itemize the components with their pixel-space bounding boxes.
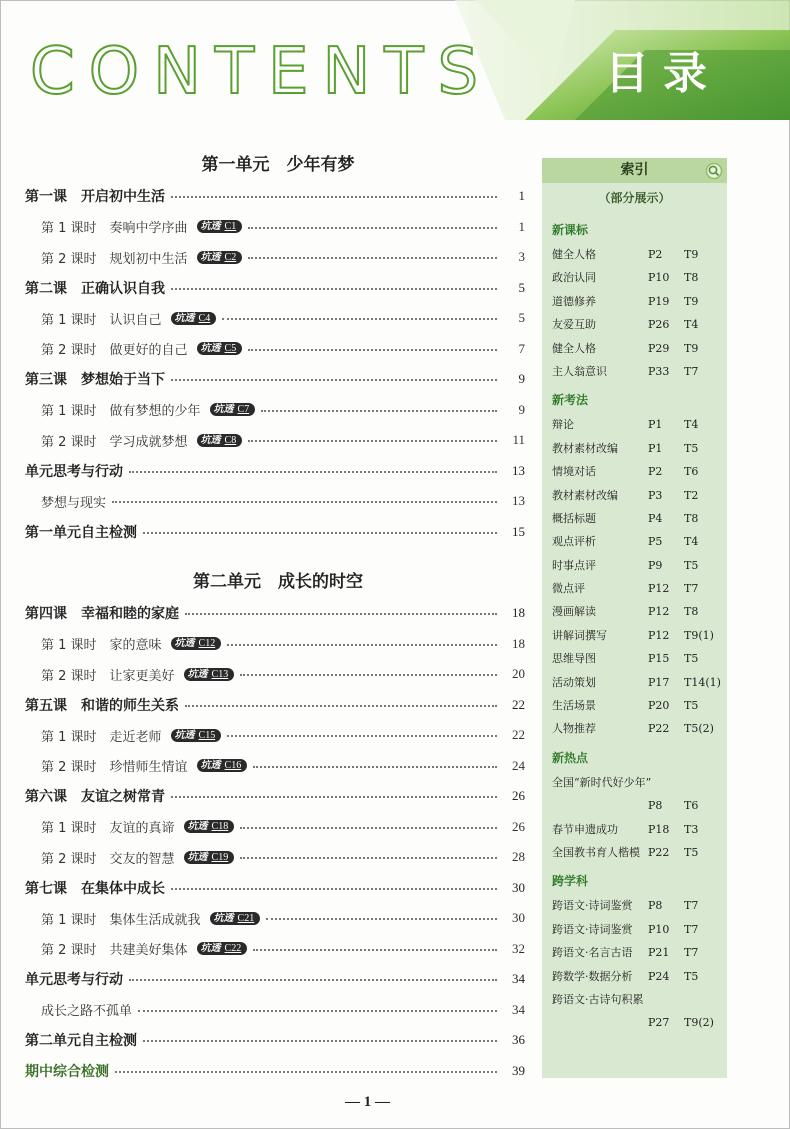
dot-leader xyxy=(143,1040,497,1042)
index-item[interactable] xyxy=(542,894,727,917)
toc-entry[interactable] xyxy=(25,334,525,365)
index-item[interactable] xyxy=(542,413,727,436)
badge-prefix: 坑透 xyxy=(200,221,221,233)
badge-code: C18 xyxy=(211,821,229,833)
index-item-name: 友爱互助 xyxy=(552,318,596,332)
index-item[interactable] xyxy=(542,717,727,740)
toc-page-number: 9 xyxy=(518,371,525,387)
badge-code: C4 xyxy=(198,312,211,324)
dot-leader xyxy=(227,644,497,646)
index-item-page: P4 xyxy=(648,511,663,525)
toc-page-number: 7 xyxy=(518,340,525,356)
index-category: 跨学科 xyxy=(552,874,589,889)
toc-page-number: 22 xyxy=(512,727,525,743)
toc-entry-label: 第 2 课时 让家更美好 xyxy=(41,668,175,684)
toc-entry[interactable] xyxy=(25,456,525,487)
toc-entry[interactable] xyxy=(25,720,525,751)
index-item[interactable] xyxy=(542,313,727,336)
toc-page-number: 20 xyxy=(512,666,525,682)
toc-page-number: 39 xyxy=(512,1062,525,1078)
index-item-name: 情境对话 xyxy=(552,465,596,479)
badge-code: C16 xyxy=(224,760,242,772)
dot-leader xyxy=(171,288,497,290)
index-item-name: 观点评析 xyxy=(552,535,596,549)
index-item-question: T5 xyxy=(684,652,699,666)
toc-entry-label: 第 1 课时 友谊的真谛 xyxy=(41,821,175,837)
index-item[interactable] xyxy=(542,530,727,553)
badge-prefix: 坑透 xyxy=(174,729,195,741)
index-item-name: 道德修养 xyxy=(552,294,596,308)
badge-prefix: 坑透 xyxy=(200,343,221,355)
dot-leader xyxy=(222,318,497,320)
toc-entry-label: 第 2 课时 共建美好集体 xyxy=(41,943,188,959)
dot-leader xyxy=(261,410,497,412)
index-item[interactable] xyxy=(542,437,727,460)
index-item[interactable] xyxy=(542,243,727,266)
code-badge xyxy=(184,851,235,864)
index-item-question: T4 xyxy=(684,535,699,549)
toc-entry-label: 第六课 友谊之树常青 xyxy=(25,789,165,806)
dot-leader xyxy=(112,501,497,503)
dot-leader xyxy=(171,888,497,890)
dot-leader xyxy=(248,257,497,259)
dot-leader xyxy=(240,827,497,829)
index-item-question: T7 xyxy=(684,582,699,596)
index-item-question: T5(2) xyxy=(684,722,714,736)
badge-code: C19 xyxy=(211,851,229,863)
index-item-question: T5 xyxy=(684,969,699,983)
dot-leader xyxy=(171,379,497,381)
dot-leader xyxy=(171,196,497,198)
index-item-question: T7 xyxy=(684,364,699,378)
index-item[interactable] xyxy=(542,600,727,623)
dot-leader xyxy=(138,1010,497,1012)
index-item-name: 人物推荐 xyxy=(552,722,596,736)
index-item-name: 跨语文·诗词鉴赏 xyxy=(552,899,633,913)
dot-leader xyxy=(115,1071,497,1073)
toc-entry-label: 第二课 正确认识自我 xyxy=(25,280,165,297)
index-item[interactable] xyxy=(542,841,727,864)
toc-page-number: 1 xyxy=(518,218,525,234)
index-item[interactable] xyxy=(542,460,727,483)
toc-entry[interactable] xyxy=(25,873,525,904)
contents-heading: CONTENTS xyxy=(30,35,493,109)
index-item-name: 微点评 xyxy=(552,582,585,596)
index-item-page: P21 xyxy=(648,946,670,960)
toc-page-number: 3 xyxy=(518,249,525,265)
index-item[interactable] xyxy=(542,1011,727,1034)
toc-page-number: 11 xyxy=(512,432,525,448)
toc-page-number: 13 xyxy=(512,493,525,509)
code-badge xyxy=(197,251,243,264)
toc-entry-label: 第 1 课时 走近老师 xyxy=(41,729,162,745)
index-item-page: P12 xyxy=(648,582,670,596)
index-item-question: T4 xyxy=(684,318,699,332)
index-item-question: T4 xyxy=(684,418,699,432)
toc-page-number: 34 xyxy=(512,1001,525,1017)
toc-page-number: 36 xyxy=(512,1032,525,1048)
badge-prefix: 坑透 xyxy=(213,404,234,416)
toc-page-number: 1 xyxy=(518,188,525,204)
code-badge xyxy=(171,637,222,650)
index-item-question: T5 xyxy=(684,845,699,859)
toc-entry-label: 第 1 课时 奏响中学序曲 xyxy=(41,221,188,237)
toc-page-number: 28 xyxy=(512,849,525,865)
index-item-name: 跨语文·古诗句积累 xyxy=(552,992,644,1006)
toc-entry[interactable] xyxy=(25,934,525,965)
index-item-page: P22 xyxy=(648,722,670,736)
toc-page-number: 26 xyxy=(512,788,525,804)
index-header xyxy=(542,158,727,183)
badge-code: C13 xyxy=(211,668,229,680)
badge-prefix: 坑透 xyxy=(187,821,208,833)
index-item[interactable] xyxy=(542,771,727,794)
index-item-page: P24 xyxy=(648,969,670,983)
index-item-page: P2 xyxy=(648,248,663,261)
index-item-question: T9 xyxy=(684,294,699,308)
index-item-question: T8 xyxy=(684,271,699,285)
index-item-question: T8 xyxy=(684,511,699,525)
index-item-name: 辩论 xyxy=(552,418,574,432)
badge-prefix: 坑透 xyxy=(213,912,234,924)
mulu-heading: 目录 xyxy=(605,48,721,99)
toc-entry-label: 梦想与现实 xyxy=(41,495,107,511)
index-item-page: P3 xyxy=(648,488,663,502)
badge-code: C22 xyxy=(224,943,242,955)
toc-page-number: 13 xyxy=(512,462,525,478)
index-item[interactable] xyxy=(542,624,727,647)
toc-entry[interactable] xyxy=(25,364,525,395)
code-badge xyxy=(210,912,261,925)
index-item[interactable] xyxy=(542,941,727,964)
index-item-page: P5 xyxy=(648,535,663,549)
index-item[interactable] xyxy=(542,484,727,507)
toc-entry-label: 第 2 课时 学习成就梦想 xyxy=(41,434,188,450)
index-item-question: T7 xyxy=(684,922,699,936)
dot-leader xyxy=(266,918,497,920)
index-item-name: 跨语文·名言古语 xyxy=(552,946,633,960)
toc-entry-label: 第 2 课时 交友的智慧 xyxy=(41,851,175,867)
index-item-page: P22 xyxy=(648,845,670,859)
dot-leader xyxy=(248,349,497,351)
index-item-question: T14(1) xyxy=(684,675,721,689)
badge-prefix: 坑透 xyxy=(187,851,208,863)
code-badge xyxy=(184,820,235,833)
index-item[interactable] xyxy=(542,360,727,383)
dot-leader xyxy=(253,766,497,768)
code-badge xyxy=(197,220,243,233)
index-item-name: 健全人格 xyxy=(552,341,596,355)
toc-entry-label: 第七课 在集体中成长 xyxy=(25,880,165,897)
index-item-name: 时事点评 xyxy=(552,558,596,572)
code-badge xyxy=(210,403,256,416)
index-item-name: 政治认同 xyxy=(552,271,596,285)
index-item-name: 概括标题 xyxy=(552,511,596,525)
badge-prefix: 坑透 xyxy=(200,251,221,263)
badge-code: C2 xyxy=(224,251,237,263)
toc-entry-label: 第五课 和谐的师生关系 xyxy=(25,697,179,714)
index-item[interactable] xyxy=(542,694,727,717)
index-item-question: T2 xyxy=(684,488,699,502)
toc-entry[interactable] xyxy=(25,629,525,660)
badge-code: C7 xyxy=(237,404,250,416)
dot-leader xyxy=(143,532,497,534)
badge-code: C12 xyxy=(198,638,216,650)
index-item[interactable] xyxy=(542,507,727,530)
index-item-question: T9 xyxy=(684,248,699,261)
dot-leader xyxy=(185,613,497,615)
toc-entry-label: 第 1 课时 认识自己 xyxy=(41,312,162,328)
toc-page-number: 9 xyxy=(518,401,525,417)
index-item[interactable] xyxy=(542,988,727,1011)
index-item-question: T9(1) xyxy=(684,628,714,642)
toc-entry[interactable] xyxy=(25,812,525,843)
table-of-contents xyxy=(25,150,525,1086)
toc-entry-label: 第 1 课时 家的意味 xyxy=(41,638,162,654)
dot-leader xyxy=(240,674,497,676)
index-category: 新考法 xyxy=(552,393,589,408)
index-item[interactable] xyxy=(542,965,727,988)
toc-page-number: 22 xyxy=(512,696,525,712)
index-item-page: P10 xyxy=(648,271,670,285)
index-item-name: 全国“新时代好少年” xyxy=(552,775,652,789)
badge-prefix: 坑透 xyxy=(200,434,221,446)
toc-entry[interactable] xyxy=(25,598,525,629)
badge-code: C8 xyxy=(224,434,237,446)
index-item[interactable] xyxy=(542,266,727,289)
index-item-question: T3 xyxy=(684,822,699,836)
index-item[interactable] xyxy=(542,671,727,694)
toc-entry-label: 第一单元自主检测 xyxy=(25,524,137,541)
code-badge xyxy=(171,729,222,742)
toc-entry[interactable] xyxy=(25,242,525,273)
toc-page-number: 32 xyxy=(512,940,525,956)
toc-entry-label: 第一课 开启初中生活 xyxy=(25,189,165,206)
toc-page-number: 5 xyxy=(518,279,525,295)
unit-title: 第一单元 少年有梦 xyxy=(201,155,355,175)
index-subtitle: （部分展示） xyxy=(598,191,671,205)
index-title: 索引 xyxy=(620,162,649,178)
index-item[interactable] xyxy=(542,554,727,577)
badge-prefix: 坑透 xyxy=(200,943,221,955)
toc-page-number: 34 xyxy=(512,971,525,987)
index-item-question: T5 xyxy=(684,699,699,713)
code-badge xyxy=(197,942,248,955)
toc-page-number: 24 xyxy=(512,757,525,773)
index-item-name: 健全人格 xyxy=(552,248,596,261)
index-category: 新课标 xyxy=(552,223,589,237)
toc-entry-label: 成长之路不孤单 xyxy=(41,1004,133,1020)
index-item-question: T6 xyxy=(684,799,699,813)
index-item[interactable] xyxy=(542,647,727,670)
dot-leader xyxy=(240,857,497,859)
index-item-page: P8 xyxy=(648,899,663,913)
dot-leader xyxy=(185,705,497,707)
index-item[interactable] xyxy=(542,577,727,600)
index-item-name: 主人翁意识 xyxy=(552,364,607,378)
index-item-name: 思维导图 xyxy=(552,652,596,666)
toc-page-number: 30 xyxy=(512,879,525,895)
badge-code: C15 xyxy=(198,729,216,741)
badge-prefix: 坑透 xyxy=(174,638,195,650)
index-item[interactable] xyxy=(542,818,727,841)
toc-entry[interactable] xyxy=(25,964,525,995)
index-item-page: P17 xyxy=(648,675,670,689)
toc-page-number: 30 xyxy=(512,910,525,926)
index-item-name: 跨语文·诗词鉴赏 xyxy=(552,922,633,936)
index-item-page: P1 xyxy=(648,441,663,455)
toc-entry[interactable] xyxy=(25,517,525,548)
code-badge xyxy=(184,668,235,681)
index-item-page: P18 xyxy=(648,822,670,836)
index-item-question: T8 xyxy=(684,605,699,619)
index-item-page: P29 xyxy=(648,341,670,355)
toc-entry-label: 第 2 课时 珍惜师生情谊 xyxy=(41,760,188,776)
index-item[interactable] xyxy=(542,337,727,360)
dot-leader xyxy=(248,227,497,229)
toc-entry[interactable] xyxy=(25,425,525,456)
toc-entry-label: 第二单元自主检测 xyxy=(25,1033,137,1050)
unit-title: 第二单元 成长的时空 xyxy=(193,572,363,592)
badge-prefix: 坑透 xyxy=(174,312,195,324)
index-item-name: 漫画解读 xyxy=(552,605,596,619)
index-item-name: 教材素材改编 xyxy=(552,488,618,502)
index-item-page: P19 xyxy=(648,294,670,308)
index-item-page: P1 xyxy=(648,418,663,432)
toc-entry[interactable] xyxy=(25,1056,525,1087)
unit-gap xyxy=(25,547,525,567)
index-item-name: 生活场景 xyxy=(552,699,596,713)
toc-entry-label: 单元思考与行动 xyxy=(25,972,123,989)
toc-entry[interactable] xyxy=(25,181,525,212)
dot-leader xyxy=(129,471,497,473)
dot-leader xyxy=(171,796,497,798)
toc-entry[interactable] xyxy=(25,690,525,721)
toc-entry[interactable] xyxy=(25,212,525,243)
index-list xyxy=(542,217,727,1035)
index-item-page: P33 xyxy=(648,364,670,378)
toc-page-number: 5 xyxy=(518,310,525,326)
toc-entry[interactable] xyxy=(25,751,525,782)
index-item-name: 春节申遗成功 xyxy=(552,822,618,836)
index-item-page: P12 xyxy=(648,628,670,642)
dot-leader xyxy=(248,440,497,442)
index-item-page: P27 xyxy=(648,1016,670,1030)
index-sidebar xyxy=(542,158,727,1078)
code-badge xyxy=(171,312,217,325)
toc-entry[interactable] xyxy=(25,395,525,426)
toc-page-number: 18 xyxy=(512,605,525,621)
index-item-page: P20 xyxy=(648,699,670,713)
index-item-name: 讲解词撰写 xyxy=(552,628,607,642)
index-item-page: P10 xyxy=(648,922,670,936)
toc-entry[interactable] xyxy=(25,781,525,812)
index-item-page: P8 xyxy=(648,799,663,813)
index-item-question: T9 xyxy=(684,341,699,355)
toc-page-number: 15 xyxy=(512,523,525,539)
toc-entry[interactable] xyxy=(25,1025,525,1056)
toc-entry[interactable] xyxy=(25,303,525,334)
index-item-page: P26 xyxy=(648,318,670,332)
index-item-question: T9(2) xyxy=(684,1016,714,1030)
index-item-name: 全国教书育人楷模 xyxy=(552,845,640,859)
index-item-name: 跨数学·数据分析 xyxy=(552,969,633,983)
index-category: 新热点 xyxy=(552,750,589,765)
index-item-page: P9 xyxy=(648,558,663,572)
code-badge xyxy=(197,342,243,355)
magnifier-icon xyxy=(705,162,723,180)
dot-leader xyxy=(227,735,497,737)
index-item[interactable] xyxy=(542,794,727,817)
toc-entry-label: 单元思考与行动 xyxy=(25,463,123,480)
toc-entry-label: 第四课 幸福和睦的家庭 xyxy=(25,606,179,623)
index-item-question: T7 xyxy=(684,899,699,913)
page-number: — 1 — xyxy=(345,1094,390,1110)
code-badge xyxy=(197,434,243,447)
code-badge xyxy=(197,759,248,772)
toc-entry-label: 第 1 课时 做有梦想的少年 xyxy=(41,404,201,420)
toc-entry-label: 第三课 梦想始于当下 xyxy=(25,372,165,389)
toc-entry[interactable] xyxy=(25,842,525,873)
index-item-question: T5 xyxy=(684,441,699,455)
toc-page-number: 26 xyxy=(512,818,525,834)
toc-entry[interactable] xyxy=(25,995,525,1026)
badge-prefix: 坑透 xyxy=(200,760,221,772)
toc-entry[interactable] xyxy=(25,903,525,934)
badge-code: C21 xyxy=(237,912,255,924)
badge-code: C5 xyxy=(224,343,237,355)
index-item-question: T5 xyxy=(684,558,699,572)
toc-entry[interactable] xyxy=(25,659,525,690)
index-item[interactable] xyxy=(542,290,727,313)
index-item-name: 教材素材改编 xyxy=(552,441,618,455)
badge-prefix: 坑透 xyxy=(187,668,208,680)
badge-code: C1 xyxy=(224,221,237,233)
toc-entry-label: 第 1 课时 集体生活成就我 xyxy=(41,912,201,928)
toc-entry-label: 第 2 课时 规划初中生活 xyxy=(41,251,188,267)
toc-entry-label: 第 2 课时 做更好的自己 xyxy=(41,343,188,359)
dot-leader xyxy=(129,979,497,981)
index-item-name: 活动策划 xyxy=(552,675,596,689)
toc-page-number: 18 xyxy=(512,635,525,651)
index-item-page: P2 xyxy=(648,465,663,479)
toc-entry-label: 期中综合检测 xyxy=(25,1063,109,1080)
index-item-page: P15 xyxy=(648,652,670,666)
index-item-question: T7 xyxy=(684,946,699,960)
index-item[interactable] xyxy=(542,918,727,941)
index-item-page: P12 xyxy=(648,605,670,619)
index-item-question: T6 xyxy=(684,465,699,479)
dot-leader xyxy=(253,949,497,951)
toc-entry[interactable] xyxy=(25,486,525,517)
toc-entry[interactable] xyxy=(25,273,525,304)
